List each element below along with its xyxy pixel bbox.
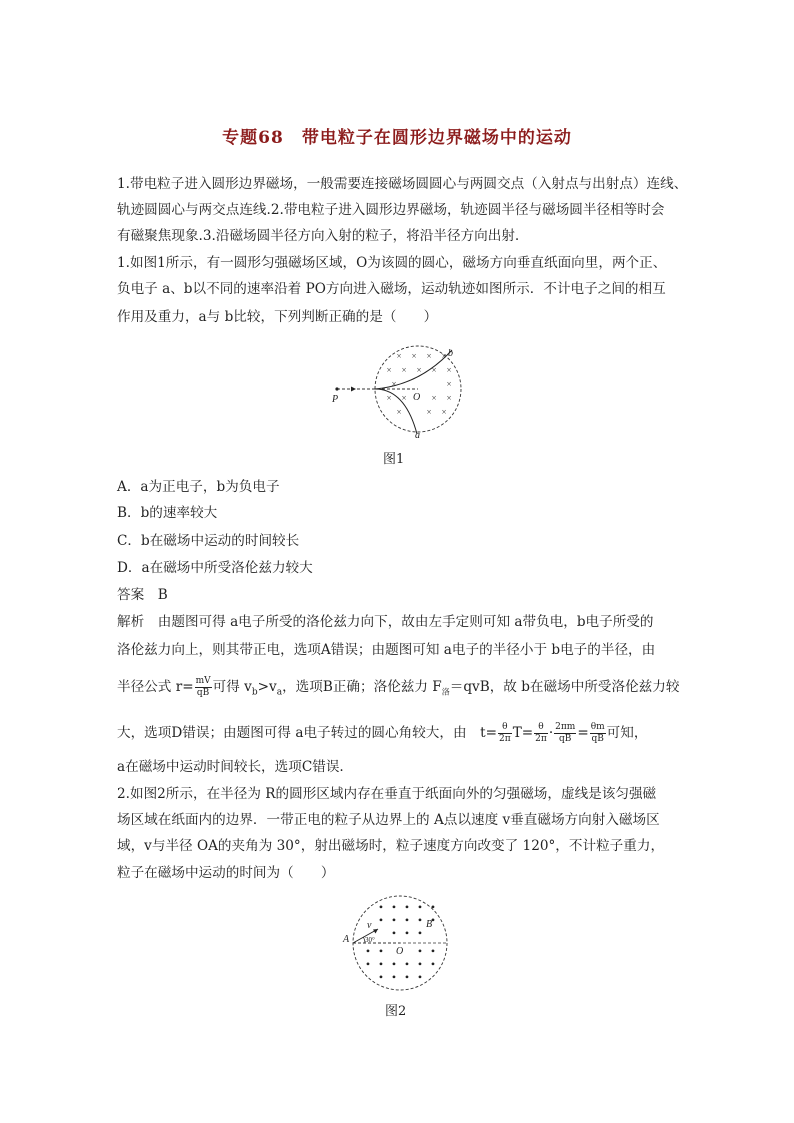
field-mark: • <box>404 913 410 927</box>
field-mark: • <box>430 900 436 914</box>
field-mark: × <box>386 365 392 375</box>
figure-2 <box>340 893 460 993</box>
q1-stem-line-1: 1.如图1所示，有一圆形匀强磁场区域，O为该圆的圆心，磁场方向垂直纸面向里，两个正、 <box>117 255 667 271</box>
field-mark: × <box>431 365 437 375</box>
field-mark: × <box>396 351 402 361</box>
field-mark: • <box>365 957 371 971</box>
field-mark: × <box>411 351 417 361</box>
point-a-label: A <box>343 934 350 945</box>
field-mark: • <box>378 944 384 958</box>
field-mark: • <box>378 913 384 927</box>
field-mark: × <box>401 365 407 375</box>
period-fraction: $\frac{2\pi m}{qB}$ <box>555 722 576 744</box>
time-fraction-3: $\frac{\theta m}{qB}$ <box>590 722 605 744</box>
analysis-text: 可得 v <box>212 679 252 695</box>
field-mark: • <box>378 900 384 914</box>
figure-1 <box>325 340 475 440</box>
q1-option-b: B．b的速率较大 <box>117 505 218 521</box>
track-b-label: b <box>448 348 453 359</box>
q1-option-c: C．b在磁场中运动的时间较长 <box>117 533 300 549</box>
point-b-label: B <box>426 919 433 930</box>
q1-option-a: A．a为正电子，b为负电子 <box>117 479 280 495</box>
field-mark: • <box>417 970 423 984</box>
field-mark: × <box>446 379 452 389</box>
q2-stem-line-2: 场区域在纸面内的边界．一带正电的粒子从边界上的 A点以速度 v垂直磁场方向射入磁场区 <box>117 812 660 828</box>
intro-line-3: 有磁聚焦现象.3.沿磁场圆半径方向入射的粒子，将沿半径方向出射. <box>117 228 520 244</box>
page-title: 专题68 带电粒子在圆形边界磁场中的运动 <box>222 128 572 148</box>
field-mark: × <box>441 407 447 417</box>
field-mark: × <box>431 393 437 403</box>
field-mark: • <box>391 957 397 971</box>
analysis-line-4: 大，选项D错误；由题图可得 a电子转过的圆心角较大，由 t= $\frac{\theta}{2\pi}$ T= $\frac{\theta}{2\pi}$ · $\frac{2\pi m}{qB}$ = $\frac{\theta m}{qB}$ 可知， <box>117 722 648 744</box>
analysis-line-5: a在磁场中运动时间较长，选项C错误. <box>117 759 344 775</box>
analysis-text: ＝qvB，故 b在磁场中所受洛伦兹力较 <box>449 679 680 695</box>
field-mark: × <box>386 393 392 403</box>
point-p-label: P <box>332 394 339 405</box>
figure-1-caption: 图1 <box>383 452 405 467</box>
field-mark: • <box>404 900 410 914</box>
field-mark: • <box>430 944 436 958</box>
field-mark: × <box>396 407 402 417</box>
q2-stem-line-4: 粒子在磁场中运动的时间为（ ） <box>117 865 335 881</box>
field-mark: × <box>426 407 432 417</box>
time-fraction-1: $\frac{\theta}{2\pi}$ <box>499 722 511 744</box>
figure-2-caption: 图2 <box>385 1004 407 1019</box>
q1-option-d: D．a在磁场中所受洛伦兹力较大 <box>117 560 313 576</box>
field-mark: • <box>430 913 436 927</box>
field-mark: • <box>417 957 423 971</box>
field-mark: • <box>365 944 371 958</box>
field-mark: • <box>391 926 397 940</box>
angle-label: 30° <box>365 936 375 944</box>
field-mark: × <box>391 379 397 389</box>
q1-stem-line-2: 负电子 a、b以不同的速率沿着 PO方向进入磁场，运动轨迹如图所示．不计电子之间的相互 <box>117 281 666 297</box>
q1-stem-line-3: 作用及重力，a与 b比较，下列判断正确的是（ ） <box>117 309 438 325</box>
intro-line-2: 轨迹圆圆心与两交点连线.2.带电粒子进入圆形边界磁场，轨迹圆半径与磁场圆半径相等时会 <box>117 202 665 218</box>
analysis-line-2: 洛伦兹力向上，则其带正电，选项A错误；由题图可知 a电子的半径小于 b电子的半径，由 <box>117 642 656 658</box>
q2-stem-line-3: 域，v与半径 OA的夹角为 30°，射出磁场时，粒子速度方向改变了 120°，不计粒子重力， <box>117 838 665 854</box>
intro-line-1: 1.带电粒子进入圆形边界磁场，一般需要连接磁场圆圆心与两圆交点（入射点与出射点）连线、 <box>117 176 688 192</box>
analysis-line-1: 解析 由题图可得 a电子所受的洛伦兹力向下，故由左手定则可知 a带负电，b电子所受的 <box>117 614 654 630</box>
field-mark: • <box>430 957 436 971</box>
field-mark: • <box>378 957 384 971</box>
center-o-label: O <box>413 392 421 403</box>
field-mark: • <box>404 926 410 940</box>
center-o-label: O <box>396 946 404 957</box>
field-mark: • <box>378 970 384 984</box>
field-mark: • <box>417 913 423 927</box>
field-mark: × <box>446 393 452 403</box>
time-fraction-2: $\frac{\theta}{2\pi}$ <box>535 722 547 744</box>
velocity-v-label: v <box>367 920 372 931</box>
field-mark: × <box>416 365 422 375</box>
field-mark: • <box>391 913 397 927</box>
field-mark: • <box>417 944 423 958</box>
analysis-text: ，选项B正确；洛伦兹力 F <box>282 679 442 695</box>
field-mark: × <box>441 351 447 361</box>
analysis-line-3: 半径公式 r= $\frac{mV}{qB}$ 可得 $v_b>v_a$，选项B正确；洛伦兹力 $F_洛=qvB$，故 b在磁场中所受洛伦兹力较 <box>117 676 680 698</box>
field-mark: • <box>404 970 410 984</box>
field-mark: × <box>401 393 407 403</box>
field-mark: • <box>417 900 423 914</box>
field-mark: • <box>391 900 397 914</box>
track-a-label: a <box>415 430 420 440</box>
analysis-text: 半径公式 r= <box>117 679 194 695</box>
field-mark: • <box>404 957 410 971</box>
field-mark: • <box>391 970 397 984</box>
q2-stem-line-1: 2.如图2所示，在半径为 R的圆形区域内存在垂直于纸面向外的匀强磁场，虚线是该匀强磁 <box>117 786 657 802</box>
field-mark: • <box>417 926 423 940</box>
field-mark: × <box>426 351 432 361</box>
q1-answer: 答案 B <box>117 587 168 603</box>
radius-formula-fraction: $\frac{mV}{qB}$ <box>195 676 211 698</box>
field-mark: × <box>446 365 452 375</box>
